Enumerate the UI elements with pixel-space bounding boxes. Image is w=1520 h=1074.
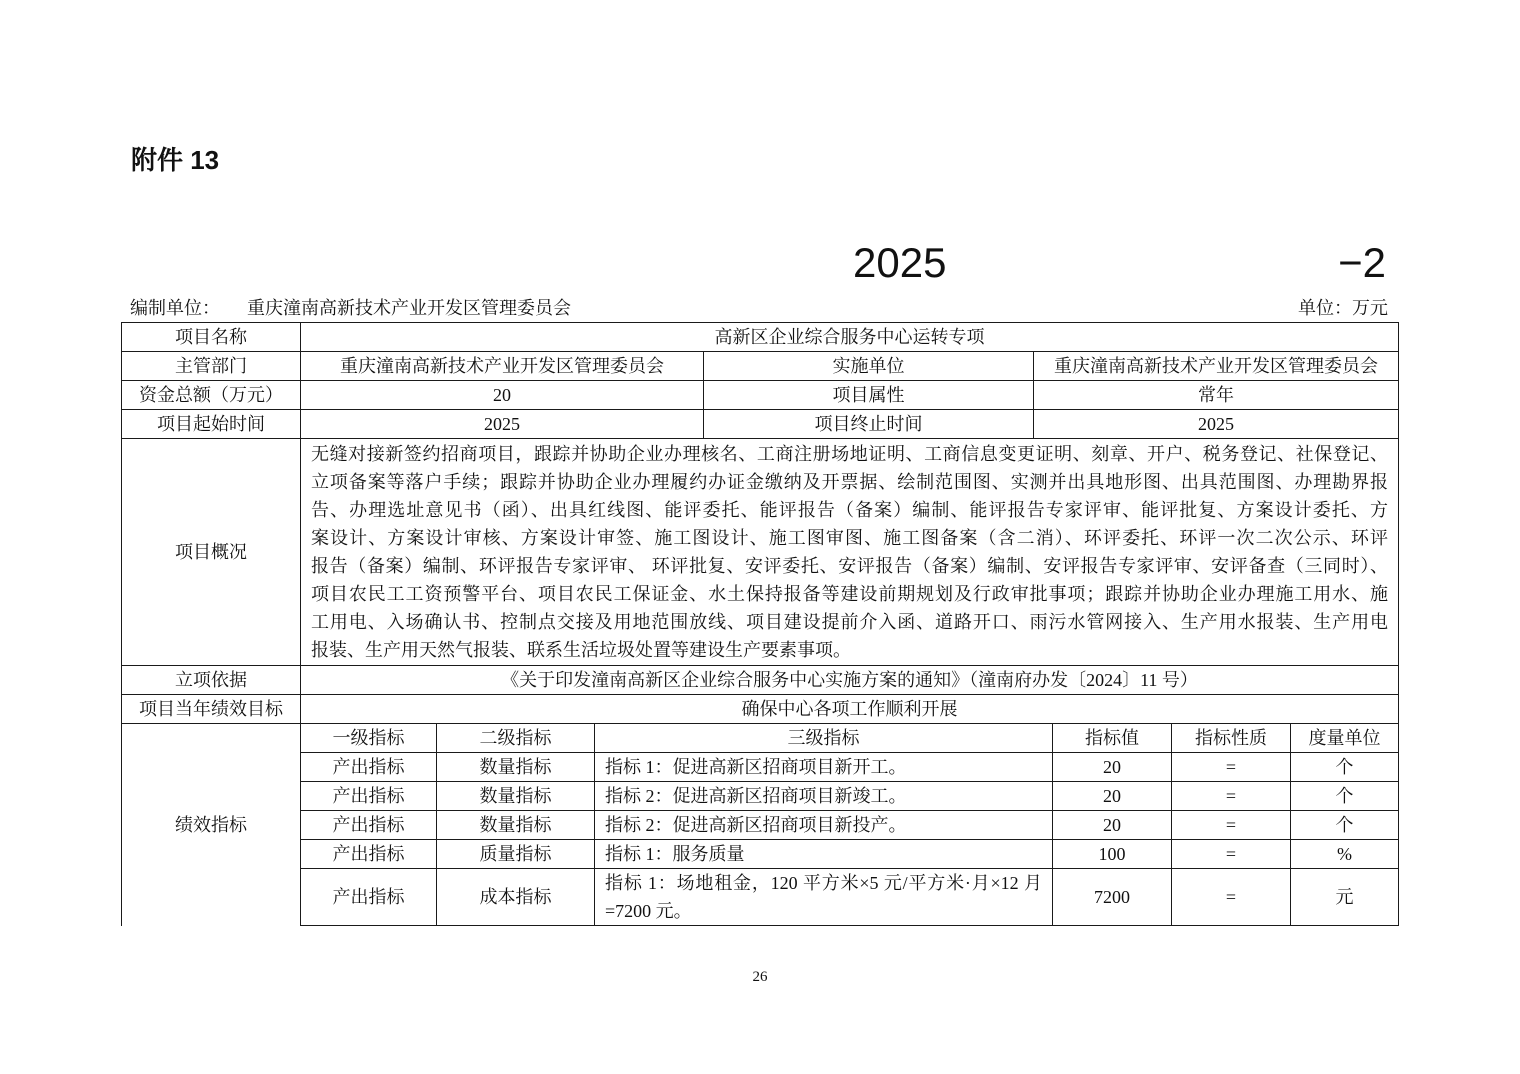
row-overview [122,439,1399,666]
overview-line: 立项备案等落户手续；跟踪并协助企业办理履约办证金缴纳及开票据、绘制范围图、实测并出具地形图、出具范围图、办理勘界报 [311,472,1388,492]
kpi-level1: 产出指标 [301,869,437,926]
kpi-level2: 成本指标 [437,869,595,926]
kpi-level2: 数量指标 [437,782,595,811]
implementer-value: 重庆潼南高新技术产业开发区管理委员会 [1034,352,1399,381]
kpi-row [122,840,1399,869]
kpi-unit: 元 [1291,869,1399,926]
kpi-level2: 数量指标 [437,753,595,782]
performance-table [121,322,1399,926]
basis-label: 立项依据 [122,666,301,695]
start-time-value: 2025 [301,410,704,439]
title-suffix: −2 [1338,239,1386,286]
kpi-header-nature: 指标性质 [1172,724,1291,753]
kpi-level3: 指标 1：场地租金，120 平方米×5 元/平方米·月×12 月=7200 元。 [595,869,1053,926]
kpi-row [122,753,1399,782]
start-time-label: 项目起始时间 [122,410,301,439]
kpi-level3: 指标 1：促进高新区招商项目新开工。 [595,753,1053,782]
kpi-header-unit: 度量单位 [1291,724,1399,753]
overview-line: 报装、生产用天然气报装、联系生活垃圾处置等建设生产要素事项。 [311,640,851,660]
end-time-label: 项目终止时间 [704,410,1034,439]
kpi-value: 7200 [1053,869,1172,926]
kpi-header-level3: 三级指标 [595,724,1053,753]
overview-line: 工用电、入场确认书、控制点交接及用地范围放线、项目建设提前介入函、道路开口、雨污水管网接入、生产用水报装、生产用电 [311,612,1388,632]
compiler-value: 重庆潼南高新技术产业开发区管理委员会 [247,298,571,318]
kpi-header-row [122,724,1399,753]
kpi-row [122,782,1399,811]
kpi-header-level2: 二级指标 [437,724,595,753]
total-funds-label: 资金总额（万元） [122,381,301,410]
kpi-header-value: 指标值 [1053,724,1172,753]
kpi-level2: 质量指标 [437,840,595,869]
annual-goal-value: 确保中心各项工作顺利开展 [301,695,1399,724]
row-project-name [122,323,1399,352]
unit-label: 单位：万元 [1298,298,1388,318]
implementer-label: 实施单位 [704,352,1034,381]
annual-goal-label: 项目当年绩效目标 [122,695,301,724]
kpi-level1: 产出指标 [301,753,437,782]
kpi-nature: = [1172,811,1291,840]
attachment-label: 附件 13 [131,145,220,175]
meta-line [130,296,1388,320]
kpi-level3: 指标 1：服务质量 [595,840,1053,869]
kpi-level3: 指标 2：促进高新区招商项目新投产。 [595,811,1053,840]
project-name-value: 高新区企业综合服务中心运转专项 [301,323,1399,352]
kpi-label: 绩效指标 [122,724,301,926]
kpi-value: 20 [1053,753,1172,782]
basis-value: 《关于印发潼南高新区企业综合服务中心实施方案的通知》（潼南府办发〔2024〕11 号） [301,666,1399,695]
title-year: 2025 [853,239,947,286]
compiler-label: 编制单位： [130,298,220,318]
kpi-level1: 产出指标 [301,840,437,869]
page-number: 26 [752,969,768,985]
project-name-label: 项目名称 [122,323,301,352]
kpi-row [122,811,1399,840]
kpi-level1: 产出指标 [301,782,437,811]
row-department [122,352,1399,381]
row-basis [122,666,1399,695]
kpi-unit: 个 [1291,782,1399,811]
overview-line: 案设计、方案设计审核、方案设计审签、施工图设计、施工图审图、施工图备案（含二消）、环评委托、环评一次二次公示、环评 [311,528,1388,548]
total-funds-value: 20 [301,381,704,410]
overview-line: 项目农民工工资预警平台、项目农民工保证金、水土保持报备等建设前期规划及行政审批事项；跟踪并协助企业办理施工用水、施 [311,584,1388,604]
end-time-value: 2025 [1034,410,1399,439]
kpi-value: 100 [1053,840,1172,869]
department-value: 重庆潼南高新技术产业开发区管理委员会 [301,352,704,381]
overview-text [301,439,1399,666]
kpi-header-level1: 一级指标 [301,724,437,753]
overview-label: 项目概况 [122,439,301,666]
attribute-value: 常年 [1034,381,1399,410]
row-annual-goal [122,695,1399,724]
kpi-value: 20 [1053,811,1172,840]
kpi-unit: % [1291,840,1399,869]
kpi-row [122,869,1399,926]
kpi-level2: 数量指标 [437,811,595,840]
overview-line: 告、办理选址意见书（函）、出具红线图、能评委托、能评报告（备案）编制、能评报告专家评审、能评批复、方案设计委托、方 [311,500,1388,520]
row-time [122,410,1399,439]
attribute-label: 项目属性 [704,381,1034,410]
kpi-nature: = [1172,753,1291,782]
kpi-unit: 个 [1291,753,1399,782]
overview-line: 报告（备案）编制、环评报告专家评审、 环评批复、安评委托、安评报告（备案）编制、安评报告专家评审、安评备查（三同时）、 [311,556,1388,576]
kpi-value: 20 [1053,782,1172,811]
kpi-nature: = [1172,840,1291,869]
kpi-level3: 指标 2：促进高新区招商项目新竣工。 [595,782,1053,811]
kpi-unit: 个 [1291,811,1399,840]
row-funds [122,381,1399,410]
overview-line: 无缝对接新签约招商项目，跟踪并协助企业办理核名、工商注册场地证明、工商信息变更证明、刻章、开户、税务登记、社保登记、 [311,444,1388,464]
department-label: 主管部门 [122,352,301,381]
kpi-level1: 产出指标 [301,811,437,840]
kpi-nature: = [1172,869,1291,926]
kpi-nature: = [1172,782,1291,811]
